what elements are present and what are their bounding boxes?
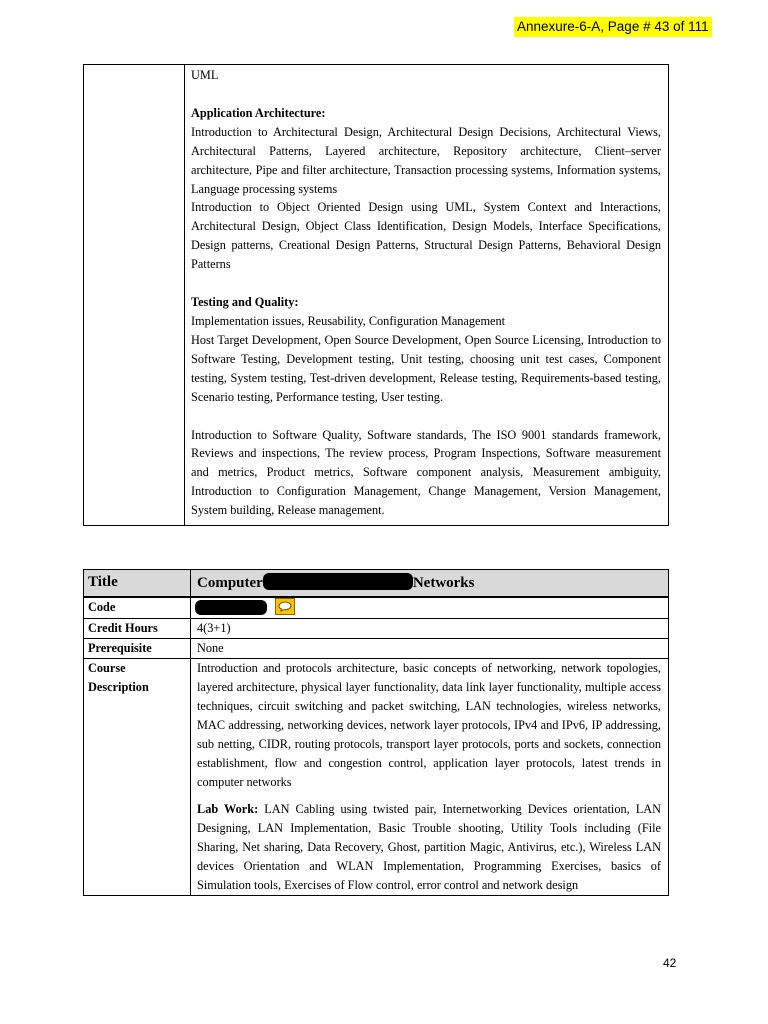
credit-label: Credit Hours (84, 619, 191, 639)
prereq-label: Prerequisite (84, 639, 191, 659)
title-prefix: Computer (197, 575, 263, 591)
app-arch-heading: Application Architecture: (191, 105, 326, 120)
app-arch-paragraph-1: Introduction to Architectural Design, Architectural Design Decisions, Architectural Views, Architectural Patterns, Layered architecture, Repository architecture, Client–server architecture, Pipe and filter architecture, Transaction processing systems, Information systems, Language processing systems (191, 124, 661, 196)
lab-work-label: Lab Work: (197, 802, 259, 816)
title-redaction (263, 573, 413, 590)
comment-icon[interactable] (275, 598, 295, 615)
testing-paragraph-1: Implementation issues, Reusability, Configuration Management (191, 313, 506, 328)
description-row (84, 659, 669, 896)
credit-value: 4(3+1) (191, 619, 669, 639)
empty-label-cell (84, 65, 185, 526)
testing-heading: Testing and Quality: (191, 295, 299, 310)
credit-row (84, 619, 669, 639)
course-table (83, 569, 669, 896)
code-redaction (195, 600, 267, 615)
title-row (84, 570, 669, 598)
continuation-content (185, 65, 669, 526)
title-suffix: Networks (412, 575, 475, 591)
app-arch-paragraph-2: Introduction to Object Oriented Design using UML, System Context and Interactions, Architectural Design, Object Class Identification, Design Models, Interface Specifications, Design patterns, Creational Design Patterns, Structural Design Patterns, Behavioral Design Patterns (191, 200, 661, 272)
prereq-value: None (191, 639, 669, 659)
uml-line: UML (191, 68, 219, 82)
code-row (84, 597, 669, 619)
title-label: Title (84, 570, 191, 598)
annexure-label: Annexure-6-A, Page # 43 of 111 (514, 17, 712, 37)
lab-work-text: LAN Cabling using twisted pair, Internetworking Devices orientation, LAN Designing, LAN Implementation, Basic Trouble shooting, Utility Tools including (File Sharing, Net sharing, Data Recovery, Ghost, partition Magic, Antivirus, etc.), Wireless LAN devices Orientation and WLAN Implementation, Programming Exercises, basics of Simulation tools, Exercises of Flow control, error control and network design (197, 802, 662, 892)
description-value (191, 659, 669, 896)
prereq-row (84, 639, 669, 659)
testing-paragraph-2: Host Target Development, Open Source Development, Open Source Licensing, Introduction to Software Testing, Development testing, Unit testing, choosing unit test cases, Component testing, System testing, Test-driven development, Release testing, Requirements-based testing, Scenario testing, Performance testing, User testing. (191, 332, 661, 404)
title-value (191, 570, 669, 598)
code-value (191, 597, 669, 619)
lab-work-paragraph (197, 800, 661, 895)
page-number: 42 (663, 956, 677, 970)
description-text: Introduction and protocols architecture, basic concepts of networking, network topologies, layered architecture, physical layer functionality, data link layer functionality, multiple access techniques, circuit switching and packet switching, LAN technologies, wireless networks, MAC addressing, networking devices, network layer protocols, IPv4 and IPv6, IP addressing, sub netting, CIDR, routing protocols, transport layer protocols, ports and sockets, connection establishment, flow and congestion control, application layer protocols, latest trends in computer networks (197, 661, 661, 789)
quality-paragraph: Introduction to Software Quality, Software standards, The ISO 9001 standards framework, Reviews and inspections, The review process, Program Inspections, Software measurement and metrics, Product metrics, Software component analysis, Measurement ambiguity, Introduction to Configuration Management, Change Management, Version Management, System building, Release management. (191, 427, 661, 518)
description-label: Course Description (84, 659, 191, 896)
code-label: Code (84, 597, 191, 619)
continuation-table (83, 64, 669, 526)
